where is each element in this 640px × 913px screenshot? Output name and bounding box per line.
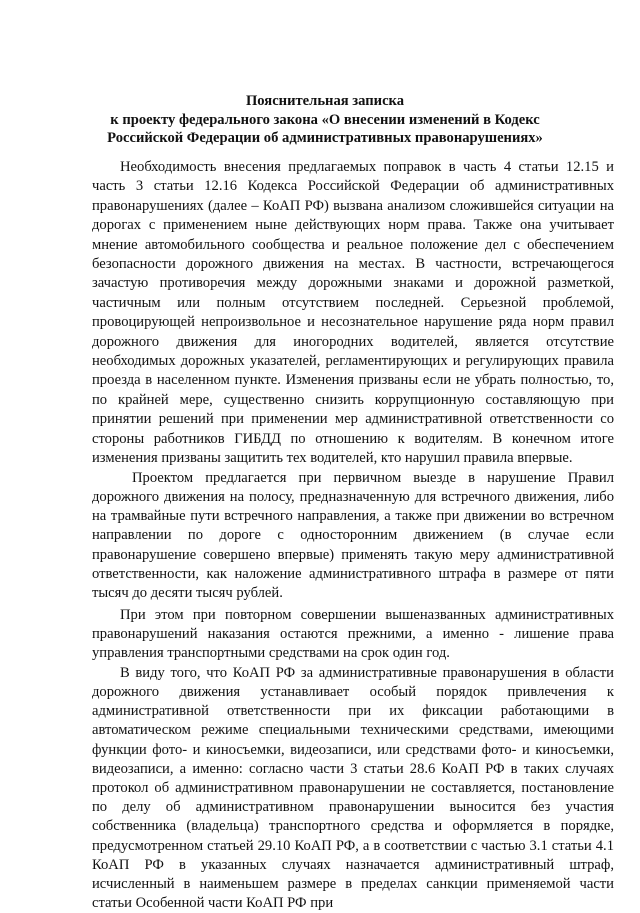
paragraph-proposal: Проектом предлагается при первичном выезде в нарушение Правил дорожного движения на полосу, предназначенную для встречного движения, либо на трамвайные пути встречного направления, а также при движении во встречном направлении по дороге с односторонним движением (в случае если правонарушение совершено впервые) применять такую меру административной ответственности, как наложение административного штрафа в размере от пяти тысяч до десяти тысяч рублей. bbox=[92, 469, 614, 602]
paragraph-repeat-offense: При этом при повторном совершении вышеназванных административных правонарушений наказания остаются прежними, а именно - лишение права управления транспортными средствами на срок один год. bbox=[92, 606, 614, 662]
title-line-3: Российской Федерации об административных правонарушениях» bbox=[107, 130, 543, 146]
paragraph-automatic-fixation: В виду того, что КоАП РФ за административные правонарушения в области дорожного движения устанавливает особый порядок привлечения к административной ответственности при их фиксации работающими в автоматическом режиме специальными техническими средствами, имеющими функции фото- и киносъемки, видеозаписи, или средствами фото- и киносъемки, видеозаписи, а именно: согласно части 3 статьи 28.6 КоАП РФ в таких случаях протокол об административном правонарушении не составляется, постановление по делу об административном правонарушении выносится без участия собственника (владельца) транспортного средства и оформляется в порядке, предусмотренном статьей 29.10 КоАП РФ, а в соответствии с частью 3.1 статьи 4.1 КоАП РФ в указанных случаях назначается административный штраф, исчисленный в наименьшем размере в пределах санкции применяемой части статьи Особенной части КоАП РФ при bbox=[92, 664, 614, 912]
title-line-1: Пояснительная записка bbox=[245, 93, 405, 109]
title-line-2: к проекту федерального закона «О внесении изменений в Кодекс bbox=[110, 111, 540, 128]
document-title bbox=[60, 92, 590, 148]
document-body bbox=[92, 158, 614, 913]
paragraph-rationale: Необходимость внесения предлагаемых поправок в часть 4 статьи 12.15 и часть 3 статьи 12.16 Кодекса Российской Федерации об административных правонарушениях (далее – КоАП РФ) вызвана анализом сложившейся ситуации на дорогах с применением ныне действующих норм права. Также она учитывает мнение автомобильного сообщества и реальное положение дел с обеспечением безопасности дорожного движения на местах. В частности, встречающегося зачастую противоречия между дорожными знаками и дорожной разметкой, частичным или полным отсутствием последней. Серьезной проблемой, провоцирующей непроизвольное и несознательное нарушение ряда норм правил дорожного движения для иногородних водителей, является отсутствие необходимых дорожных указателей, регламентирующих и регулирующих правила проезда в населенном пункте. Изменения призваны если не убрать полностью, то, по крайней мере, существенно снизить коррупционную составляющую при принятии решений при применении мер административной ответственности со стороны работников ГИБДД по отношению к водителям. В конечном итоге изменения призваны защитить тех водителей, кто нарушил правила впервые. bbox=[92, 159, 614, 467]
